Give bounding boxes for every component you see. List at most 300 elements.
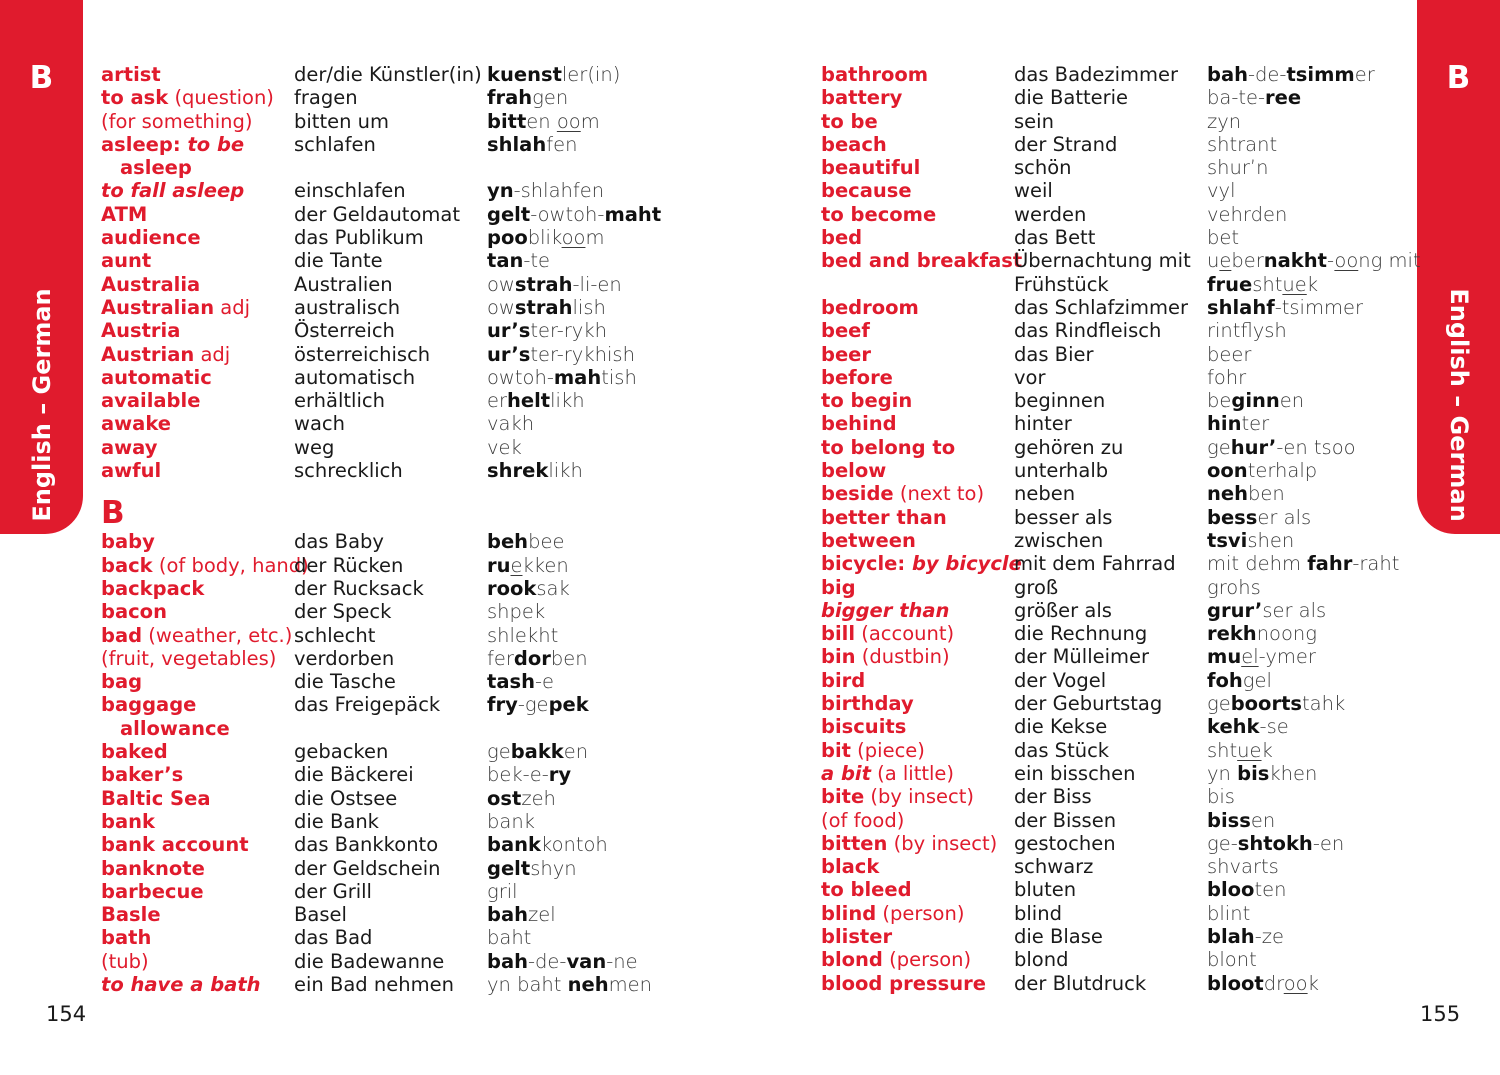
english-headword: Austria (101, 319, 181, 343)
german-translation: der Biss (1014, 785, 1092, 809)
german-translation (294, 717, 487, 740)
pronunciation: bitten oom (487, 109, 600, 133)
english-headword: to fall asleep (101, 179, 245, 203)
dictionary-entry (821, 459, 1421, 482)
english-headword: bitten (by insect) (821, 831, 998, 855)
dictionary-entry (821, 412, 1421, 435)
pronunciation: ruekken (487, 553, 569, 577)
english-headword: battery (821, 86, 903, 110)
dictionary-entry (101, 366, 661, 389)
german-translation: das Freigepäck (294, 693, 441, 717)
pronunciation: ge-shtokh-en (1207, 831, 1345, 855)
entry-list (821, 63, 1421, 995)
dictionary-entry (821, 389, 1421, 412)
german-translation: der Geldautomat (294, 202, 460, 226)
pronunciation: blont (1207, 948, 1257, 972)
dictionary-entry (101, 950, 661, 973)
pronunciation: shlekht (487, 623, 559, 647)
pronunciation: blootdrook (1207, 971, 1319, 995)
pronunciation: beer (1207, 342, 1252, 366)
dictionary-entry (101, 319, 661, 342)
german-translation: unterhalb (1014, 459, 1109, 483)
english-headword (821, 273, 1014, 296)
pronunciation: gril (487, 879, 518, 903)
pronunciation: ba-te-ree (1207, 86, 1302, 110)
german-translation: groß (1014, 575, 1059, 599)
pronunciation: fohr (1207, 365, 1247, 389)
pronunciation: bank (487, 809, 535, 833)
pronunciation: zyn (1207, 109, 1242, 133)
pronunciation: owstrahlish (487, 295, 606, 319)
dictionary-entry (101, 624, 661, 647)
german-translation: das Baby (294, 530, 384, 554)
pronunciation (487, 717, 661, 740)
dictionary-entry (101, 833, 661, 856)
dictionary-entry (821, 739, 1421, 762)
dictionary-entry (821, 645, 1421, 668)
english-headword: because (821, 179, 912, 203)
german-translation: der Geburtstag (1014, 692, 1163, 716)
dictionary-entry (821, 878, 1421, 901)
english-headword: to become (821, 202, 937, 226)
dictionary-entry (821, 692, 1421, 715)
german-translation: Basel (294, 903, 347, 927)
german-translation: die Batterie (1014, 86, 1129, 110)
pronunciation: bet (1207, 226, 1240, 250)
dictionary-entry (101, 203, 661, 226)
german-translation: größer als (1014, 598, 1112, 622)
entry-list-a (101, 63, 661, 482)
english-headword: asleep: to be (101, 132, 245, 156)
german-translation: australisch (294, 295, 401, 319)
german-translation: zwischen (1014, 528, 1104, 552)
dictionary-entry (101, 763, 661, 786)
english-headword: to be (821, 109, 878, 133)
german-translation: ein bisschen (1014, 761, 1136, 785)
english-headword: Baltic Sea (101, 786, 211, 810)
german-translation: weil (1014, 179, 1053, 203)
dictionary-entry (821, 902, 1421, 925)
pronunciation: mit dehm fahr-raht (1207, 552, 1400, 576)
english-headword: automatic (101, 365, 212, 389)
pronunciation: rekhnoong (1207, 622, 1317, 646)
dictionary-entry (821, 925, 1421, 948)
english-headword: baby (101, 530, 155, 554)
english-headword: bit (piece) (821, 738, 925, 762)
dictionary-entry (821, 226, 1421, 249)
german-translation: die Blase (1014, 924, 1103, 948)
german-translation: die Kekse (1014, 715, 1108, 739)
english-headword: beef (821, 319, 870, 343)
english-headword: awake (101, 412, 172, 436)
english-headword: bank account (101, 833, 249, 857)
german-translation: das Publikum (294, 226, 424, 250)
dictionary-entry (101, 156, 661, 179)
english-headword: ATM (101, 202, 148, 226)
pronunciation: fohgel (1207, 668, 1272, 692)
pronunciation: bis (1207, 785, 1235, 809)
dictionary-entry (821, 319, 1421, 342)
pronunciation: owtoh-mahtish (487, 365, 637, 389)
english-headword: to begin (821, 389, 913, 413)
german-translation: beginnen (1014, 389, 1106, 413)
dictionary-entry (101, 86, 661, 109)
german-translation: neben (1014, 482, 1076, 506)
pronunciation: beginnen (1207, 389, 1305, 413)
german-translation: ein Bad nehmen (294, 972, 454, 996)
english-headword: bad (weather, etc.) (101, 623, 293, 647)
pronunciation: frahgen (487, 86, 569, 110)
english-headword: big (821, 575, 856, 599)
german-translation: schlecht (294, 623, 376, 647)
german-translation (294, 156, 487, 179)
english-headword: better than (821, 505, 947, 529)
dictionary-entry (821, 179, 1421, 202)
german-translation: Australien (294, 272, 393, 296)
english-headword: bite (by insect) (821, 785, 975, 809)
german-translation: Frühstück (1014, 272, 1109, 296)
english-headword: aunt (101, 249, 152, 273)
dictionary-entry (821, 249, 1421, 272)
pronunciation: rintflysh (1207, 319, 1287, 343)
section-heading: B (101, 495, 125, 532)
dictionary-entry (101, 600, 661, 623)
english-headword: beautiful (821, 156, 921, 180)
english-headword: Basle (101, 903, 161, 927)
english-headword: a bit (a little) (821, 761, 955, 785)
dictionary-entry (101, 693, 661, 716)
english-headword: bird (821, 668, 866, 692)
german-translation: die Bank (294, 809, 379, 833)
dictionary-entry (101, 554, 661, 577)
english-headword: bigger than (821, 598, 950, 622)
dictionary-entry (101, 249, 661, 272)
english-headword: bed (821, 226, 863, 250)
german-translation: verdorben (294, 646, 395, 670)
dictionary-entry (821, 296, 1421, 319)
tab-label: English – German (27, 288, 56, 522)
dictionary-entry (821, 552, 1421, 575)
german-translation: das Bankkonto (294, 833, 439, 857)
dictionary-entry (101, 973, 661, 996)
pronunciation: hinter (1207, 412, 1270, 436)
english-headword: banknote (101, 856, 205, 880)
pronunciation: bah-de-van-ne (487, 949, 638, 973)
pronunciation: gebakken (487, 740, 589, 764)
dictionary-entry (821, 622, 1421, 645)
english-headword: allowance (120, 716, 230, 740)
pronunciation: oonterhalp (1207, 459, 1318, 483)
dictionary-entry (101, 412, 661, 435)
tab-letter: B (29, 60, 54, 96)
english-headword: Australian adj (101, 295, 251, 319)
german-translation: der Speck (294, 600, 392, 624)
pronunciation: yn-shlahfen (487, 179, 605, 203)
german-translation: der/die Künstler(in) (294, 63, 482, 86)
german-translation: automatisch (294, 365, 416, 389)
english-headword: Australia (101, 272, 201, 296)
pronunciation: frueshtuek (1207, 272, 1319, 296)
german-translation: der Strand (1014, 132, 1118, 156)
pronunciation: shur’n (1207, 156, 1269, 180)
german-translation: bluten (1014, 878, 1077, 902)
pronunciation: pooblikoom (487, 226, 605, 250)
pronunciation: behbee (487, 530, 565, 554)
german-translation: hinter (1014, 412, 1072, 436)
german-translation: der Rücken (294, 553, 404, 577)
pronunciation: grohs (1207, 575, 1261, 599)
english-headword: away (101, 435, 158, 459)
dictionary-entry (101, 787, 661, 810)
dictionary-entry (101, 903, 661, 926)
dictionary-entry (101, 436, 661, 459)
english-headword: birthday (821, 692, 914, 716)
german-translation: schwarz (1014, 855, 1094, 879)
pronunciation: shtrant (1207, 132, 1278, 156)
english-headword: blister (821, 924, 893, 948)
german-translation: das Bett (1014, 226, 1096, 250)
english-headword: baker’s (101, 763, 184, 787)
english-headword: to bleed (821, 878, 912, 902)
german-translation: Übernachtung mit (1014, 249, 1191, 273)
pronunciation: owstrah-li-en (487, 272, 622, 296)
english-headword: between (821, 528, 916, 552)
german-translation: das Stück (1014, 738, 1110, 762)
english-headword: beer (821, 342, 872, 366)
page-number-left: 154 (46, 1002, 87, 1026)
english-headword: behind (821, 412, 897, 436)
pronunciation: bek-e-ry (487, 763, 572, 787)
english-headword: bill (account) (821, 622, 955, 646)
german-translation: der Geldschein (294, 856, 441, 880)
english-headword: bank (101, 809, 155, 833)
german-translation: schlafen (294, 132, 376, 156)
pronunciation: gelt-owtoh-maht (487, 202, 662, 226)
dictionary-entry (101, 857, 661, 880)
dictionary-entry (821, 576, 1421, 599)
german-translation: wach (294, 412, 345, 436)
english-headword: bacon (101, 600, 167, 624)
dictionary-entry (101, 577, 661, 600)
pronunciation: shtuek (1207, 738, 1273, 762)
english-headword: (for something) (101, 109, 253, 133)
dictionary-entry (821, 809, 1421, 832)
pronunciation: ur’ster-rykh (487, 319, 608, 343)
english-headword: bag (101, 670, 143, 694)
pronunciation: muel-ymer (1207, 645, 1316, 669)
english-headword: to have a bath (101, 972, 261, 996)
right-page-column (821, 63, 1421, 995)
dictionary-entry (101, 133, 661, 156)
german-translation: bitten um (294, 109, 389, 133)
dictionary-entry (821, 506, 1421, 529)
german-translation: die Bäckerei (294, 763, 414, 787)
german-translation: gehören zu (1014, 435, 1124, 459)
english-headword: baked (101, 740, 168, 764)
pronunciation: yn biskhen (1207, 761, 1318, 785)
dictionary-entry (101, 880, 661, 903)
pronunciation: tsvishen (1207, 528, 1295, 552)
dictionary-entry (821, 343, 1421, 366)
german-translation: einschlafen (294, 179, 406, 203)
dictionary-entry (101, 647, 661, 670)
german-translation: österreichisch (294, 342, 431, 366)
german-translation: das Schlafzimmer (1014, 295, 1189, 319)
german-translation: der Vogel (1014, 668, 1107, 692)
pronunciation: yn baht nehmen (487, 972, 652, 996)
page-number-right: 155 (1420, 1002, 1461, 1026)
german-translation: das Bier (1014, 342, 1094, 366)
german-translation: fragen (294, 86, 358, 110)
english-headword: Austrian adj (101, 342, 231, 366)
german-translation: der Blutdruck (1014, 971, 1147, 995)
english-headword: bedroom (821, 295, 919, 319)
pronunciation: vek (487, 435, 522, 459)
english-headword: before (821, 365, 893, 389)
dictionary-entry (821, 948, 1421, 971)
pronunciation: geltshyn (487, 856, 577, 880)
pronunciation: vakh (487, 412, 535, 436)
english-headword: awful (101, 459, 162, 483)
pronunciation: shlahfen (487, 132, 578, 156)
english-headword: audience (101, 226, 201, 250)
dictionary-entry (101, 810, 661, 833)
dictionary-entry (821, 715, 1421, 738)
pronunciation: geboortstahk (1207, 692, 1346, 716)
english-headword: bed and breakfast (821, 249, 1023, 273)
english-headword: to ask (question) (101, 86, 274, 110)
pronunciation: shpek (487, 600, 546, 624)
pronunciation: shreklikh (487, 459, 583, 483)
english-headword: blind (person) (821, 901, 965, 925)
german-translation: das Bad (294, 926, 373, 950)
dictionary-entry (821, 972, 1421, 995)
pronunciation: vehrden (1207, 202, 1288, 226)
english-headword: bath (101, 926, 152, 950)
english-headword: beside (next to) (821, 482, 985, 506)
dictionary-entry (821, 273, 1421, 296)
pronunciation: erheltlikh (487, 389, 585, 413)
pronunciation: rooksak (487, 576, 570, 600)
pronunciation: baht (487, 926, 532, 950)
german-translation: die Ostsee (294, 786, 398, 810)
dictionary-entry (821, 110, 1421, 133)
dictionary-entry (821, 63, 1421, 86)
dictionary-entry (101, 226, 661, 249)
dictionary-entry (821, 156, 1421, 179)
german-translation: mit dem Fahrrad (1014, 552, 1176, 576)
pronunciation: gehur’-en tsoo (1207, 435, 1356, 459)
english-headword: bin (dustbin) (821, 645, 950, 669)
dictionary-entry (101, 179, 661, 202)
pronunciation: besser als (1207, 505, 1312, 529)
dictionary-entry (821, 366, 1421, 389)
dictionary-entry (821, 133, 1421, 156)
pronunciation: ur’ster-rykhish (487, 342, 635, 366)
german-translation: blond (1014, 948, 1069, 972)
tab-label: English – German (1444, 288, 1473, 522)
tab-letter: B (1446, 60, 1471, 96)
dictionary-entry (101, 63, 661, 86)
german-translation: die Tasche (294, 670, 396, 694)
pronunciation: bissen (1207, 808, 1276, 832)
dictionary-entry (101, 389, 661, 412)
dictionary-entry (101, 273, 661, 296)
pronunciation (487, 156, 661, 179)
german-translation: sein (1014, 109, 1054, 133)
english-headword: asleep (120, 156, 192, 180)
pronunciation: tash-e (487, 670, 555, 694)
german-translation: schön (1014, 156, 1072, 180)
german-translation: der Bissen (1014, 808, 1117, 832)
german-translation: das Rindfleisch (1014, 319, 1162, 343)
pronunciation: shlahf-tsimmer (1207, 295, 1363, 319)
dictionary-entry (101, 296, 661, 319)
dictionary-entry (101, 740, 661, 763)
pronunciation: shvarts (1207, 855, 1279, 879)
german-translation: schrecklich (294, 459, 403, 483)
english-headword: blond (person) (821, 948, 972, 972)
german-translation: werden (1014, 202, 1087, 226)
english-headword: available (101, 389, 201, 413)
english-headword: baggage (101, 693, 197, 717)
english-headword: bicycle: by bicycle (821, 552, 1022, 576)
section-tab-left (0, 0, 83, 534)
pronunciation: kuenstler(in) (487, 63, 621, 86)
pronunciation: nehben (1207, 482, 1285, 506)
dictionary-entry (821, 855, 1421, 878)
dictionary-entry (821, 529, 1421, 552)
dictionary-entry (821, 762, 1421, 785)
german-translation: die Tante (294, 249, 383, 273)
german-translation: vor (1014, 365, 1046, 389)
pronunciation: uebernakht-oong mit (1207, 249, 1421, 273)
english-headword: beach (821, 132, 887, 156)
pronunciation: grur’ser als (1207, 598, 1327, 622)
dictionary-entry (101, 459, 661, 482)
pronunciation: bankkontoh (487, 833, 608, 857)
german-translation: gebacken (294, 740, 389, 764)
pronunciation: ferdorben (487, 646, 588, 670)
dictionary-entry (821, 436, 1421, 459)
dictionary-entry (101, 343, 661, 366)
german-translation: erhältlich (294, 389, 385, 413)
german-translation: der Grill (294, 879, 372, 903)
pronunciation: bahzel (487, 903, 556, 927)
dictionary-entry (101, 717, 661, 740)
english-headword: back (of body, hand) (101, 553, 309, 577)
german-translation: blind (1014, 901, 1062, 925)
german-translation: die Rechnung (1014, 622, 1148, 646)
dictionary-entry (821, 203, 1421, 226)
dictionary-entry (101, 530, 661, 553)
section-tab-right (1417, 0, 1500, 534)
english-headword: below (821, 459, 887, 483)
german-translation: besser als (1014, 505, 1113, 529)
pronunciation: blooten (1207, 878, 1287, 902)
pronunciation: vyl (1207, 179, 1236, 203)
english-headword: biscuits (821, 715, 907, 739)
pronunciation: bah-de-tsimmer (1207, 63, 1375, 86)
german-translation: Österreich (294, 319, 395, 343)
dictionary-entry (821, 86, 1421, 109)
english-headword: barbecue (101, 879, 204, 903)
pronunciation: tan-te (487, 249, 551, 273)
pronunciation: kehk-se (1207, 715, 1289, 739)
english-headword: (tub) (101, 949, 149, 973)
dictionary-entry (101, 110, 661, 133)
german-translation: der Mülleimer (1014, 645, 1150, 669)
